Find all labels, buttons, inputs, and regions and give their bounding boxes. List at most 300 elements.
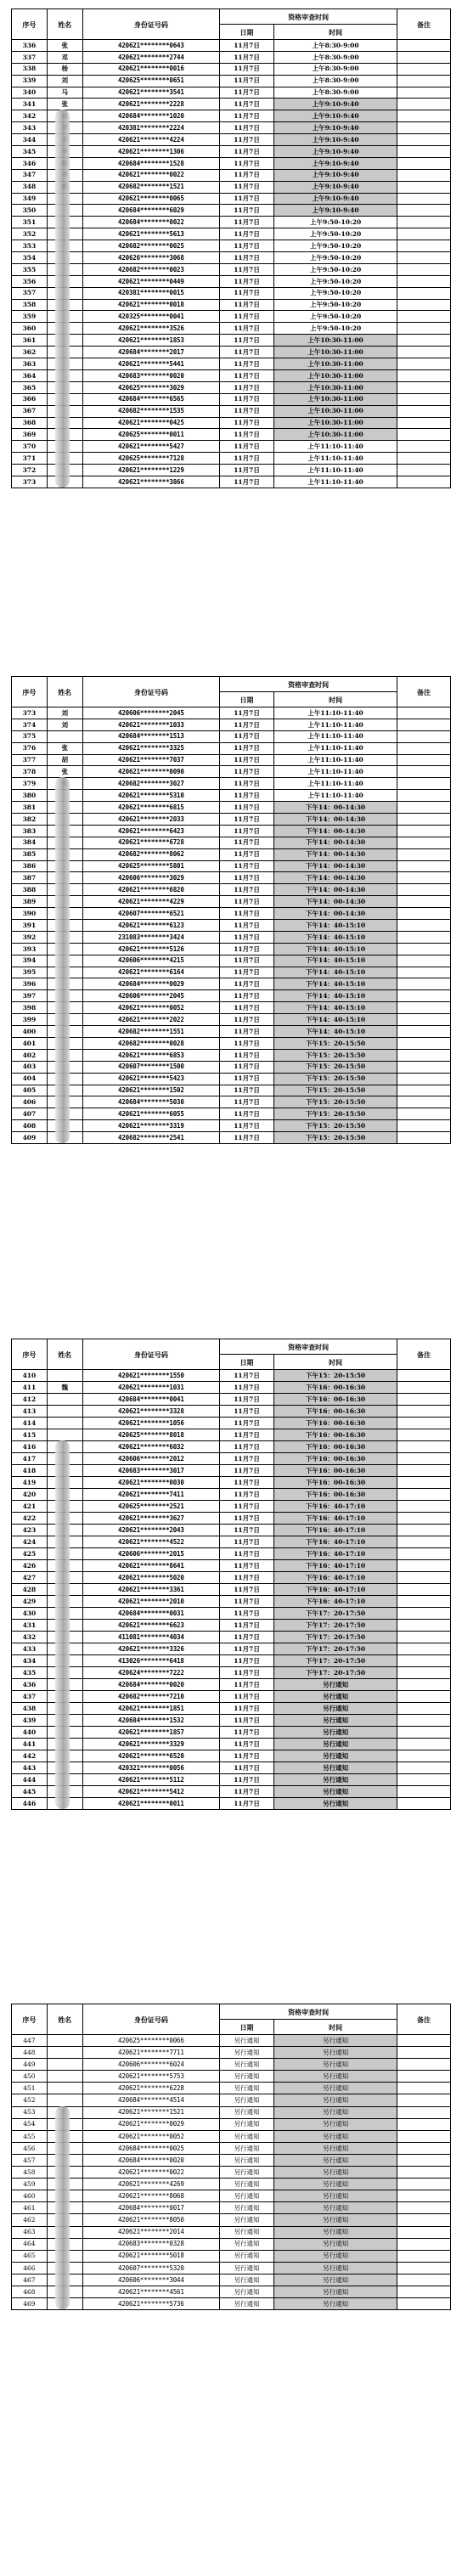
cell-date: 11月7日 <box>220 742 274 754</box>
cell-id: 420621********6032 <box>82 1441 220 1453</box>
table-row <box>12 837 451 848</box>
table-row <box>12 1441 451 1453</box>
table-row <box>12 2214 451 2226</box>
cell-date: 11月7日 <box>220 87 274 99</box>
cell-seq: 404 <box>12 1073 48 1085</box>
cell-id: 420325********0041 <box>82 311 220 323</box>
cell-time: 上午9:10-9:40 <box>273 110 397 122</box>
header-seq: 序号 <box>12 1339 48 1370</box>
cell-seq: 461 <box>12 2202 48 2214</box>
cell-date: 11月7日 <box>220 754 274 766</box>
cell-time: 下午16：00-16:30 <box>273 1394 397 1406</box>
cell-name <box>47 1418 82 1429</box>
cell-remark <box>397 63 451 75</box>
cell-date: 11月7日 <box>220 1513 274 1525</box>
cell-date: 11月7日 <box>220 1002 274 1014</box>
cell-date: 另行通知 <box>220 2190 274 2202</box>
cell-date: 11月7日 <box>220 837 274 848</box>
cell-remark <box>397 1014 451 1026</box>
cell-seq: 414 <box>12 1418 48 1429</box>
table-row <box>12 429 451 441</box>
cell-seq: 459 <box>12 2179 48 2190</box>
cell-id: 420621********1853 <box>82 335 220 347</box>
cell-remark <box>397 719 451 730</box>
cell-id: 420621********1550 <box>82 1370 220 1382</box>
cell-seq: 467 <box>12 2274 48 2286</box>
cell-remark <box>397 1715 451 1727</box>
header-seq: 序号 <box>12 677 48 707</box>
cell-time: 上午9:50-10:20 <box>273 217 397 228</box>
cell-seq: 430 <box>12 1608 48 1620</box>
cell-date: 11月7日 <box>220 848 274 860</box>
cell-seq: 344 <box>12 134 48 146</box>
cell-time: 下午14：40-15:10 <box>273 955 397 967</box>
cell-id: 420682********0023 <box>82 263 220 275</box>
cell-seq: 422 <box>12 1513 48 1525</box>
cell-remark <box>397 2226 451 2238</box>
cell-remark <box>397 802 451 814</box>
cell-id: 420621********2010 <box>82 1596 220 1608</box>
table-row <box>12 287 451 299</box>
cell-id: 420621********6623 <box>82 1620 220 1632</box>
table-row <box>12 453 451 465</box>
cell-remark <box>397 837 451 848</box>
cell-id: 420682********1521 <box>82 181 220 193</box>
cell-date: 11月7日 <box>220 1429 274 1441</box>
table-row <box>12 323 451 335</box>
cell-id: 420621********5736 <box>82 2298 220 2310</box>
table-row <box>12 967 451 978</box>
cell-id: 420621********4269 <box>82 2179 220 2190</box>
cell-time: 上午11:10-11:40 <box>273 719 397 730</box>
table-row <box>12 1536 451 1548</box>
table-row <box>12 2071 451 2083</box>
header-name: 姓名 <box>47 9 82 40</box>
cell-date: 另行通知 <box>220 2118 274 2130</box>
cell-id: 420621********5441 <box>82 358 220 370</box>
cell-date: 11月7日 <box>220 1750 274 1762</box>
cell-date: 11月7日 <box>220 1715 274 1727</box>
table-row <box>12 1643 451 1655</box>
cell-date: 11月7日 <box>220 1120 274 1132</box>
cell-date: 11月7日 <box>220 1501 274 1513</box>
cell-time: 上午10:30-11:00 <box>273 335 397 347</box>
cell-id: 420621********7037 <box>82 754 220 766</box>
cell-time: 上午10:30-11:00 <box>273 381 397 393</box>
cell-id: 420683********3017 <box>82 1465 220 1477</box>
cell-remark <box>397 311 451 323</box>
table-row <box>12 1774 451 1786</box>
cell-date: 另行通知 <box>220 2047 274 2059</box>
cell-id: 420621********2744 <box>82 51 220 63</box>
cell-id: 420606********4215 <box>82 955 220 967</box>
cell-remark <box>397 275 451 287</box>
table-row <box>12 1394 451 1406</box>
cell-id: 420621********4224 <box>82 134 220 146</box>
cell-seq: 419 <box>12 1477 48 1489</box>
cell-id: 420621********0022 <box>82 2167 220 2179</box>
cell-id: 420621********8068 <box>82 2190 220 2202</box>
cell-time: 上午11:10-11:40 <box>273 778 397 790</box>
cell-id: 420621********5126 <box>82 943 220 955</box>
cell-date: 11月7日 <box>220 1739 274 1750</box>
cell-seq: 346 <box>12 157 48 169</box>
cell-time: 上午9:10-9:40 <box>273 193 397 205</box>
cell-date: 11月7日 <box>220 920 274 932</box>
cell-remark <box>397 1370 451 1382</box>
cell-seq: 412 <box>12 1394 48 1406</box>
cell-seq: 379 <box>12 778 48 790</box>
table-row <box>12 1655 451 1667</box>
cell-seq: 362 <box>12 347 48 358</box>
cell-date: 11月7日 <box>220 1489 274 1501</box>
cell-remark <box>397 193 451 205</box>
cell-id: 420625********7128 <box>82 453 220 465</box>
cell-date: 11月7日 <box>220 1703 274 1715</box>
table-row <box>12 1120 451 1132</box>
cell-time: 另行通知 <box>273 2142 397 2154</box>
cell-date: 11月7日 <box>220 1596 274 1608</box>
cell-date: 11月7日 <box>220 1691 274 1703</box>
cell-id: 420684********0041 <box>82 1394 220 1406</box>
cell-date: 11月7日 <box>220 453 274 465</box>
cell-remark <box>397 1501 451 1513</box>
cell-id: 420621********0022 <box>82 169 220 181</box>
cell-time: 另行通知 <box>273 2130 397 2142</box>
cell-seq: 417 <box>12 1453 48 1465</box>
table-row <box>12 146 451 158</box>
cell-seq: 445 <box>12 1786 48 1798</box>
cell-id: 420621********1502 <box>82 1085 220 1096</box>
cell-date: 11月7日 <box>220 1536 274 1548</box>
cell-seq: 376 <box>12 742 48 754</box>
cell-id: 420626********3068 <box>82 252 220 264</box>
cell-time: 上午9:10-9:40 <box>273 122 397 134</box>
header-remark: 备注 <box>397 1339 451 1370</box>
table-row <box>12 40 451 52</box>
cell-remark <box>397 2059 451 2071</box>
table-row <box>12 1096 451 1108</box>
cell-seq: 393 <box>12 943 48 955</box>
cell-seq: 397 <box>12 990 48 1002</box>
table-row <box>12 1608 451 1620</box>
cell-id: 420621********6228 <box>82 2083 220 2094</box>
table-page-3 <box>11 1339 450 1810</box>
table-row <box>12 2179 451 2190</box>
cell-time: 下午16：40-17:10 <box>273 1525 397 1536</box>
cell-id: 420621********2228 <box>82 99 220 110</box>
table-row <box>12 742 451 754</box>
table-row <box>12 1596 451 1608</box>
cell-id: 420621********5753 <box>82 2071 220 2083</box>
cell-name <box>47 1394 82 1406</box>
cell-id: 420621********5423 <box>82 1073 220 1085</box>
cell-id: 420684********1528 <box>82 157 220 169</box>
cell-date: 11月7日 <box>220 1132 274 1144</box>
cell-remark <box>397 1429 451 1441</box>
cell-date: 11月7日 <box>220 181 274 193</box>
cell-remark <box>397 335 451 347</box>
cell-time: 下午17：20-17:50 <box>273 1655 397 1667</box>
cell-id: 420684********6565 <box>82 393 220 405</box>
table-row <box>12 931 451 943</box>
cell-id: 420621********1056 <box>82 1418 220 1429</box>
cell-seq: 365 <box>12 381 48 393</box>
cell-time: 下午17：20-17:50 <box>273 1608 397 1620</box>
cell-time: 下午14：40-15:10 <box>273 931 397 943</box>
cell-seq: 347 <box>12 169 48 181</box>
cell-remark <box>397 157 451 169</box>
cell-seq: 456 <box>12 2142 48 2154</box>
cell-seq: 415 <box>12 1429 48 1441</box>
cell-time: 下午14：40-15:10 <box>273 990 397 1002</box>
cell-remark <box>397 263 451 275</box>
cell-remark <box>397 1489 451 1501</box>
cell-remark <box>397 978 451 990</box>
cell-remark <box>397 766 451 778</box>
cell-time: 上午10:30-11:00 <box>273 358 397 370</box>
table-row <box>12 275 451 287</box>
cell-date: 11月7日 <box>220 146 274 158</box>
cell-date: 11月7日 <box>220 1085 274 1096</box>
table-row <box>12 1026 451 1038</box>
cell-seq: 400 <box>12 1026 48 1038</box>
cell-seq: 375 <box>12 730 48 742</box>
cell-time: 上午9:10-9:40 <box>273 146 397 158</box>
cell-date: 11月7日 <box>220 778 274 790</box>
cell-date: 11月7日 <box>220 1061 274 1073</box>
cell-id: 420606********2045 <box>82 990 220 1002</box>
cell-time: 另行通知 <box>273 1786 397 1798</box>
cell-id: 420621********6820 <box>82 884 220 896</box>
table-row <box>12 217 451 228</box>
cell-date: 11月7日 <box>220 943 274 955</box>
cell-name <box>47 1370 82 1382</box>
cell-seq: 354 <box>12 252 48 264</box>
cell-seq: 408 <box>12 1120 48 1132</box>
cell-seq: 468 <box>12 2286 48 2297</box>
cell-date: 11月7日 <box>220 1786 274 1798</box>
cell-id: 420625********3029 <box>82 381 220 393</box>
cell-id: 420683********0328 <box>82 2238 220 2250</box>
cell-id: 420682********1535 <box>82 405 220 417</box>
cell-remark <box>397 453 451 465</box>
cell-remark <box>397 228 451 240</box>
cell-remark <box>397 1382 451 1394</box>
cell-time: 下午16：00-16:30 <box>273 1382 397 1394</box>
name-redaction-blur <box>55 2106 70 2310</box>
cell-remark <box>397 358 451 370</box>
table-row <box>12 1548 451 1560</box>
table-row <box>12 730 451 742</box>
cell-date: 11月7日 <box>220 1655 274 1667</box>
cell-time: 上午9:50-10:20 <box>273 228 397 240</box>
cell-remark <box>397 2179 451 2190</box>
header-seq: 序号 <box>12 2004 48 2035</box>
cell-seq: 336 <box>12 40 48 52</box>
cell-id: 420625********0651 <box>82 75 220 87</box>
cell-id: 420621********4561 <box>82 2286 220 2297</box>
table-row <box>12 75 451 87</box>
cell-seq: 454 <box>12 2118 48 2130</box>
header-id: 身份证号码 <box>82 9 220 40</box>
cell-seq: 439 <box>12 1715 48 1727</box>
table-row <box>12 263 451 275</box>
cell-time: 下午16：00-16:30 <box>273 1453 397 1465</box>
cell-remark <box>397 205 451 217</box>
cell-date: 11月7日 <box>220 896 274 908</box>
cell-date: 11月7日 <box>220 1798 274 1810</box>
table-row <box>12 2118 451 2130</box>
header-name: 姓名 <box>47 1339 82 1370</box>
cell-remark <box>397 1786 451 1798</box>
cell-remark <box>397 1750 451 1762</box>
cell-seq: 442 <box>12 1750 48 1762</box>
cell-time: 另行通知 <box>273 2047 397 2059</box>
cell-seq: 421 <box>12 1501 48 1513</box>
cell-seq: 380 <box>12 790 48 802</box>
table-row <box>12 2202 451 2214</box>
cell-seq: 373 <box>12 476 48 488</box>
cell-time: 上午9:50-10:20 <box>273 299 397 311</box>
cell-remark <box>397 707 451 719</box>
cell-remark <box>397 87 451 99</box>
cell-time: 上午8:30-9:00 <box>273 63 397 75</box>
cell-date: 11月7日 <box>220 1643 274 1655</box>
cell-time: 上午8:30-9:00 <box>273 75 397 87</box>
cell-time: 下午16：00-16:30 <box>273 1477 397 1489</box>
cell-time: 下午17：20-17:50 <box>273 1620 397 1632</box>
cell-time: 上午9:10-9:40 <box>273 181 397 193</box>
cell-remark <box>397 2047 451 2059</box>
cell-seq: 458 <box>12 2167 48 2179</box>
cell-date: 另行通知 <box>220 2142 274 2154</box>
header-review-time: 资格审查时间 <box>220 2004 397 2020</box>
cell-id: 420621********5112 <box>82 1774 220 1786</box>
cell-id: 420682********3027 <box>82 778 220 790</box>
cell-date: 另行通知 <box>220 2094 274 2106</box>
cell-seq: 398 <box>12 1002 48 1014</box>
cell-seq: 394 <box>12 955 48 967</box>
cell-seq: 383 <box>12 825 48 837</box>
cell-time: 另行通知 <box>273 2214 397 2226</box>
cell-id: 420621********0029 <box>82 2118 220 2130</box>
cell-id: 420606********2045 <box>82 707 220 719</box>
cell-remark <box>397 2106 451 2118</box>
cell-date: 11月7日 <box>220 1632 274 1643</box>
table-row <box>12 311 451 323</box>
table-row <box>12 2274 451 2286</box>
cell-seq: 424 <box>12 1536 48 1548</box>
cell-seq: 455 <box>12 2130 48 2142</box>
table-row <box>12 978 451 990</box>
cell-time: 另行通知 <box>273 1679 397 1691</box>
cell-seq: 366 <box>12 393 48 405</box>
table-row <box>12 2035 451 2047</box>
cell-time: 下午16：40-17:10 <box>273 1536 397 1548</box>
cell-time: 另行通知 <box>273 1798 397 1810</box>
table-row <box>12 766 451 778</box>
cell-remark <box>397 405 451 417</box>
table-row <box>12 1429 451 1441</box>
cell-date: 另行通知 <box>220 2179 274 2190</box>
cell-date: 11月7日 <box>220 287 274 299</box>
table-row <box>12 1049 451 1061</box>
cell-seq: 437 <box>12 1691 48 1703</box>
cell-remark <box>397 2202 451 2214</box>
cell-seq: 369 <box>12 429 48 441</box>
cell-id: 420684********4514 <box>82 2094 220 2106</box>
cell-id: 420682********2541 <box>82 1132 220 1144</box>
table-row <box>12 1762 451 1774</box>
cell-remark <box>397 2071 451 2083</box>
table-row <box>12 1525 451 1536</box>
cell-id: 420621********4229 <box>82 896 220 908</box>
cell-id: 420621********6055 <box>82 1108 220 1120</box>
cell-id: 420606********6024 <box>82 2059 220 2071</box>
cell-time: 另行通知 <box>273 1750 397 1762</box>
table-row <box>12 110 451 122</box>
cell-id: 420621********3325 <box>82 742 220 754</box>
cell-time: 另行通知 <box>273 2118 397 2130</box>
cell-time: 下午14：00-14:30 <box>273 814 397 826</box>
cell-id: 420621********6123 <box>82 920 220 932</box>
cell-time: 下午16：00-16:30 <box>273 1465 397 1477</box>
table-row <box>12 299 451 311</box>
cell-seq: 391 <box>12 920 48 932</box>
cell-seq: 377 <box>12 754 48 766</box>
cell-seq: 337 <box>12 51 48 63</box>
cell-time: 下午16：40-17:10 <box>273 1513 397 1525</box>
cell-id: 420621********7411 <box>82 1489 220 1501</box>
cell-id: 413026********6418 <box>82 1655 220 1667</box>
cell-date: 11月7日 <box>220 1026 274 1038</box>
table-row <box>12 1453 451 1465</box>
cell-id: 420621********6815 <box>82 802 220 814</box>
cell-id: 420684********0029 <box>82 978 220 990</box>
cell-remark <box>397 1453 451 1465</box>
cell-id: 420606********2012 <box>82 1453 220 1465</box>
cell-id: 420684********5030 <box>82 1096 220 1108</box>
cell-remark <box>397 1643 451 1655</box>
cell-time: 下午14：00-14:30 <box>273 837 397 848</box>
cell-remark <box>397 1608 451 1620</box>
cell-date: 11月7日 <box>220 1453 274 1465</box>
cell-seq: 447 <box>12 2035 48 2047</box>
cell-remark <box>397 860 451 872</box>
cell-seq: 465 <box>12 2250 48 2262</box>
cell-date: 11月7日 <box>220 1014 274 1026</box>
cell-date: 11月7日 <box>220 1073 274 1085</box>
table-page-1 <box>11 8 450 488</box>
table-row <box>12 896 451 908</box>
cell-remark <box>397 754 451 766</box>
cell-date: 11月7日 <box>220 719 274 730</box>
cell-id: 420621********3541 <box>82 87 220 99</box>
cell-date: 11月7日 <box>220 323 274 335</box>
cell-remark <box>397 122 451 134</box>
cell-id: 420606********3029 <box>82 872 220 884</box>
cell-time: 下午15：20-15:50 <box>273 1073 397 1085</box>
cell-id: 231083********3424 <box>82 931 220 943</box>
cell-time: 下午14：40-15:10 <box>273 943 397 955</box>
table-row <box>12 1632 451 1643</box>
cell-seq: 431 <box>12 1620 48 1632</box>
cell-remark <box>397 1513 451 1525</box>
schedule-table <box>11 1339 451 1810</box>
cell-remark <box>397 369 451 381</box>
cell-seq: 350 <box>12 205 48 217</box>
